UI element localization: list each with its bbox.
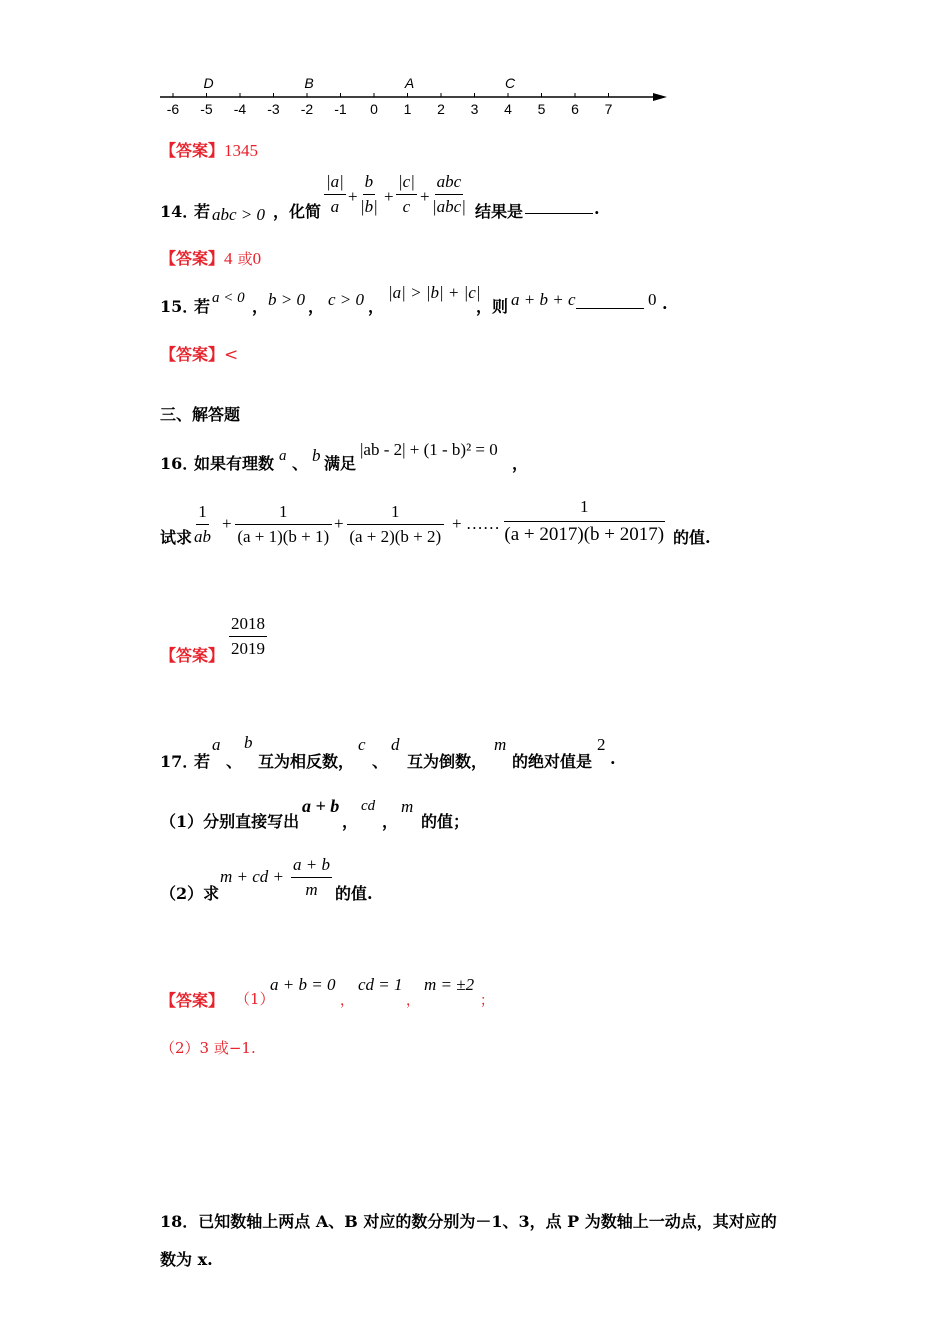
point-label: D — [203, 75, 214, 91]
answer-tag: 【答案】 — [160, 249, 225, 268]
fraction: $\frac{1}{(a + 1)(b + 1)}$ — [235, 502, 332, 547]
comma: ， — [406, 993, 420, 1009]
tick-label: -4 — [233, 101, 247, 117]
question-text: 互为倒数， — [407, 752, 488, 771]
tick-label: 0 — [370, 101, 378, 117]
q13-answer — [160, 138, 258, 161]
comma: ， — [308, 297, 325, 316]
variable: b — [244, 733, 253, 752]
expression: m + cd + — [220, 867, 285, 886]
tick-label: 7 — [604, 101, 613, 117]
q15-answer: 【答案】< — [160, 345, 239, 365]
question-text: 的值. — [673, 528, 711, 547]
question-text: 的值； — [421, 812, 470, 831]
question-text: 试求 — [160, 528, 193, 547]
point-label: C — [504, 75, 516, 91]
q14-answer: 【答案】4 或0 — [160, 249, 262, 268]
answer-tag: 【答案】 — [160, 991, 225, 1010]
question-text: 若 — [194, 202, 211, 221]
number-line — [155, 70, 685, 125]
tick-label: 4 — [504, 101, 512, 117]
question-number: 17． — [160, 752, 199, 771]
question-text: 满足 — [324, 454, 357, 473]
plus-sign: + — [334, 514, 344, 533]
variable: m — [401, 797, 414, 816]
zero: 0 — [648, 290, 657, 309]
variable: a — [279, 448, 287, 464]
condition: |ab - 2| + (1 - b)² = 0 — [360, 440, 498, 459]
fraction: $\frac{1}{(a + 2)(b + 2)}$ — [347, 502, 444, 547]
tick-label: -5 — [200, 101, 213, 117]
period: . — [662, 294, 668, 313]
question-text: 互为相反数， — [258, 752, 355, 771]
condition: b > 0 — [268, 290, 305, 309]
tick-label: 2 — [437, 101, 445, 117]
question-number: 14． — [160, 202, 199, 221]
fraction: $\frac{|c|}{c}$ — [398, 172, 415, 216]
question-text: 结果是 — [475, 202, 524, 221]
question-text: 若 — [194, 752, 211, 771]
fraction: $\frac{b}{|b|}$ — [360, 172, 378, 216]
comma: ， — [342, 812, 359, 831]
period: . — [594, 199, 600, 218]
period: . — [610, 749, 616, 768]
comma: ， — [382, 812, 399, 831]
answer-fraction: $\frac{2018}{2019}$ — [231, 614, 265, 658]
tick-label: -6 — [166, 101, 180, 117]
condition: |a| > |b| + |c| — [388, 283, 481, 302]
tick-label: -3 — [267, 101, 280, 117]
answer-blank — [576, 296, 644, 309]
question-number: 15． — [160, 297, 199, 316]
plus-sign: + — [420, 187, 430, 206]
tick-label: 3 — [470, 101, 479, 117]
answer-value: 1345 — [224, 141, 259, 160]
comma: ， — [368, 297, 385, 316]
tick-label: 6 — [571, 101, 579, 117]
separator: 、 — [226, 752, 243, 771]
question-text: ，则 — [476, 297, 509, 316]
fraction: $\frac{|a|}{a}$ — [326, 172, 344, 216]
point-label: B — [304, 75, 314, 91]
answer-tag: 【答案】 — [160, 141, 225, 160]
condition: abc > 0 — [212, 205, 266, 224]
number: 2 — [597, 735, 606, 754]
answer-part-2: （2）3 或−1. — [160, 1039, 256, 1057]
condition: c > 0 — [328, 290, 365, 309]
question-text: 若 — [194, 297, 211, 316]
separator: 、 — [372, 752, 389, 771]
point-label: A — [404, 75, 415, 91]
question-text: 18．已知数轴上两点 A、B 对应的数分别为－1、3，点 P 为数轴上一动点，其对应的 — [160, 1212, 777, 1231]
question-text: 的值. — [335, 884, 373, 903]
expression: cd — [361, 798, 376, 814]
variable: a — [212, 735, 221, 754]
answer-equation: cd = 1 — [358, 975, 403, 994]
answer-blank — [525, 201, 593, 214]
semicolon: ； — [480, 993, 494, 1009]
comma: ， — [340, 993, 354, 1009]
tick-label: -1 — [334, 101, 347, 117]
question-text: 数为 x. — [160, 1250, 213, 1269]
axis-arrow — [653, 93, 667, 101]
comma: ， — [512, 454, 529, 473]
ellipsis: + …… — [452, 514, 500, 533]
expression: a + b + c — [511, 290, 576, 309]
tick-label: 5 — [537, 101, 546, 117]
variable: m — [494, 735, 507, 754]
sub-question-2: （2）求 — [160, 884, 220, 903]
tick-label: 1 — [403, 101, 412, 117]
sub-question-1: （1）分别直接写出 — [160, 812, 300, 831]
answer-equation: m = ±2 — [424, 975, 475, 994]
expression: a + b — [302, 796, 340, 816]
fraction: $\frac{1}{ab}$ — [194, 502, 211, 546]
answer-part-1: （1） — [235, 990, 275, 1008]
question-text: 的绝对值是 — [512, 752, 593, 771]
fraction: $\frac{1}{(a + 2017)(b + 2017)}$ — [504, 497, 665, 545]
plus-sign: + — [348, 187, 358, 206]
plus-sign: + — [384, 187, 394, 206]
answer-tag: 【答案】 — [160, 345, 225, 364]
variable: d — [391, 735, 400, 754]
variable: c — [358, 735, 366, 754]
comma: ， — [252, 297, 269, 316]
variable: b — [312, 446, 321, 465]
question-text: ，化简 — [273, 202, 322, 221]
plus-sign: + — [222, 514, 232, 533]
section-heading: 三、解答题 — [160, 405, 241, 424]
separator: 、 — [292, 454, 309, 473]
tick-label: -2 — [300, 101, 314, 117]
fraction: $\frac{a + b}{m}$ — [293, 855, 330, 899]
condition: a < 0 — [212, 290, 245, 306]
answer-tag: 【答案】 — [160, 646, 225, 665]
answer-equation: a + b = 0 — [270, 975, 336, 994]
question-number: 16． — [160, 454, 199, 473]
question-text: 如果有理数 — [194, 454, 275, 473]
fraction: abc |abc| — [432, 172, 466, 216]
